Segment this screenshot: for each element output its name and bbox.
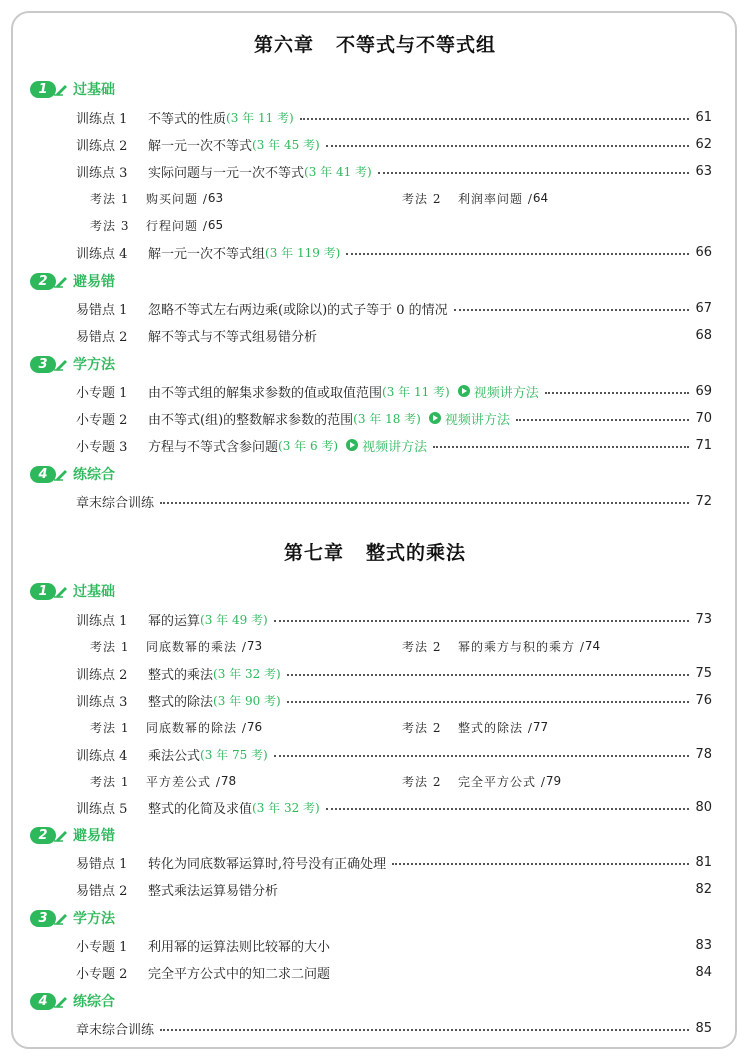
method-label: 考法 3 [90,218,130,233]
method-entry[interactable] [90,215,223,235]
method-label: 考法 1 [90,191,130,206]
entry-title: 整式的除法 [148,694,214,710]
toc-entry[interactable] [76,962,712,982]
section-header [30,907,115,929]
section-header [30,270,115,292]
entry-page: 75 [695,665,712,681]
entry-title: 解一元一次不等式组 [148,246,266,262]
method-label: 考法 1 [90,774,130,789]
video-link[interactable] [346,436,427,455]
toc-entry[interactable] [76,797,712,817]
leader-dots [346,253,689,255]
method-page: 76 [246,720,263,734]
entry-point: 小专题 1 [76,385,128,401]
section-badge: 4 [30,992,70,1010]
section-badge: 2 [30,826,70,844]
entry-title: 整式乘法运算易错分析 [148,883,279,899]
entry-title: 由不等式(组)的整数解求参数的范围 [148,412,354,428]
entry-page: 70 [695,410,712,426]
leader-dots [274,755,690,757]
section-header [30,990,115,1012]
section-label: 练综合 [73,994,115,1010]
entry-title: 章末综合训练 [76,495,155,511]
entry-point: 小专题 2 [76,966,128,982]
pencil-icon [54,911,69,925]
toc-entry[interactable] [76,1018,712,1038]
method-entry[interactable] [90,771,236,791]
method-title: 行程问题 / [146,218,208,233]
entry-page: 80 [695,799,712,815]
entry-title: 整式的化简及求值 [148,801,253,817]
entry-title: 忽略不等式左右两边乘(或除以)的式子等于 0 的情况 [148,302,448,318]
play-circle-icon [458,385,470,397]
method-title: 整式的除法 / [458,720,533,735]
play-circle-icon [346,439,358,451]
leader-dots [516,419,690,421]
method-entry[interactable] [90,717,262,737]
method-title: 利润率问题 / [458,191,533,206]
entry-point: 小专题 1 [76,939,128,955]
pencil-icon [54,467,69,481]
entry-stat: (3 年 11 考) [226,110,294,125]
entry-title: 章末综合训练 [76,1022,155,1038]
chapter-number: 第六章 [253,34,314,56]
entry-stat: (3 年 119 考) [265,245,341,260]
entry-page: 78 [695,746,712,762]
video-link[interactable] [429,409,510,428]
entry-page: 82 [695,881,712,897]
entry-title: 解不等式与不等式组易错分析 [148,329,318,345]
leader-dots [326,808,690,810]
chapter-title [0,538,750,565]
entry-page: 85 [695,1020,712,1036]
toc-entry[interactable] [76,298,712,318]
method-page: 63 [207,191,224,205]
section-badge: 2 [30,272,70,290]
entry-title: 幂的运算 [148,613,201,629]
toc-entry[interactable] [76,744,712,764]
entry-point: 训练点 4 [76,246,128,262]
method-title: 购买问题 / [146,191,208,206]
entry-page: 66 [695,244,712,260]
entry-title: 解一元一次不等式 [148,138,253,154]
entry-page: 71 [695,437,712,453]
entry-page: 83 [695,937,712,953]
toc-entry[interactable] [76,879,712,899]
toc-entry[interactable] [76,242,712,262]
method-page: 74 [584,639,601,653]
section-badge: 3 [30,909,70,927]
method-entry[interactable] [90,188,223,208]
method-title: 同底数幂的乘法 / [146,639,247,654]
entry-stat: (3 年 6 考) [278,438,339,453]
entry-stat: (3 年 32 考) [213,666,281,681]
method-page: 73 [246,639,263,653]
method-page: 79 [545,774,562,788]
leader-dots [287,674,690,676]
section-label: 过基础 [73,82,115,98]
pencil-icon [54,357,69,371]
entry-point: 小专题 2 [76,412,128,428]
entry-title: 不等式的性质 [148,111,227,127]
section-label: 避易错 [73,828,115,844]
entry-point: 易错点 2 [76,329,128,345]
section-label: 过基础 [73,584,115,600]
entry-point: 训练点 3 [76,694,128,710]
entry-point: 训练点 3 [76,165,128,181]
entry-point: 易错点 1 [76,302,128,318]
method-label: 考法 2 [402,191,442,206]
method-entry[interactable] [402,717,548,737]
section-header [30,824,115,846]
entry-stat: (3 年 41 考) [304,164,372,179]
section-badge: 1 [30,582,70,600]
pencil-icon [54,994,69,1008]
entry-point: 易错点 1 [76,856,128,872]
leader-dots [300,118,690,120]
entry-title: 完全平方公式中的知二求二问题 [148,966,331,982]
section-header [30,78,115,100]
method-label: 考法 1 [90,639,130,654]
video-label: 视频讲方法 [362,439,428,455]
entry-page: 67 [695,300,712,316]
entry-title: 乘法公式 [148,748,201,764]
video-label: 视频讲方法 [473,385,539,401]
toc-entry[interactable] [76,325,712,345]
toc-entry[interactable] [76,491,712,511]
section-header [30,463,115,485]
leader-dots [160,502,689,504]
toc-entry[interactable] [76,663,712,683]
section-label: 避易错 [73,274,115,290]
entry-point: 训练点 1 [76,111,128,127]
video-link[interactable] [458,382,539,401]
entry-page: 84 [695,964,712,980]
section-label: 学方法 [73,911,115,927]
entry-stat: (3 年 75 考) [200,747,268,762]
entry-page: 69 [695,383,712,399]
toc-entry[interactable] [76,435,712,455]
entry-page: 63 [695,163,712,179]
method-page: 78 [220,774,237,788]
entry-point: 训练点 2 [76,138,128,154]
entry-title: 实际问题与一元一次不等式 [148,165,305,181]
toc-entry[interactable] [76,609,712,629]
entry-stat: (3 年 32 考) [252,800,320,815]
entry-point: 训练点 4 [76,748,128,764]
pencil-icon [54,82,69,96]
method-title: 幂的乘方与积的乘方 / [458,639,585,654]
section-badge: 1 [30,80,70,98]
entry-point: 易错点 2 [76,883,128,899]
method-title: 同底数幂的除法 / [146,720,247,735]
pencil-icon [54,584,69,598]
entry-point: 小专题 3 [76,439,128,455]
entry-page: 76 [695,692,712,708]
section-header [30,580,115,602]
method-label: 考法 2 [402,774,442,789]
method-title: 完全平方公式 / [458,774,546,789]
section-header [30,353,115,375]
entry-point: 训练点 1 [76,613,128,629]
method-entry[interactable] [402,188,548,208]
section-badge: 3 [30,355,70,373]
leader-dots [287,701,690,703]
entry-title: 整式的乘法 [148,667,214,683]
method-label: 考法 2 [402,720,442,735]
entry-point: 训练点 5 [76,801,128,817]
pencil-icon [54,274,69,288]
entry-page: 81 [695,854,712,870]
toc-entry[interactable] [76,381,712,401]
video-label: 视频讲方法 [444,412,510,428]
toc-entry[interactable] [76,935,712,955]
section-label: 练综合 [73,467,115,483]
entry-title: 方程与不等式含参问题 [148,439,279,455]
method-page: 77 [532,720,549,734]
method-label: 考法 2 [402,639,442,654]
entry-stat: (3 年 49 考) [200,612,268,627]
section-badge: 4 [30,465,70,483]
method-entry[interactable] [90,636,262,656]
toc-entry[interactable] [76,852,712,872]
method-label: 考法 1 [90,720,130,735]
method-entry[interactable] [402,636,600,656]
chapter-number: 第七章 [283,542,344,564]
entry-page: 72 [695,493,712,509]
leader-dots [326,145,690,147]
entry-page: 73 [695,611,712,627]
chapter-name: 整式的乘法 [366,542,467,564]
entry-page: 61 [695,109,712,125]
entry-title: 由不等式组的解集求参数的值或取值范围 [148,385,383,401]
pencil-icon [54,828,69,842]
method-title: 平方差公式 / [146,774,221,789]
section-label: 学方法 [73,357,115,373]
toc-entry[interactable] [76,408,712,428]
method-page: 64 [532,191,549,205]
leader-dots [160,1029,689,1031]
leader-dots [545,392,690,394]
toc-entry[interactable] [76,690,712,710]
entry-stat: (3 年 45 考) [252,137,320,152]
entry-title: 利用幂的运算法则比较幂的大小 [148,939,331,955]
entry-page: 68 [695,327,712,343]
toc-entry[interactable] [76,107,712,127]
method-entry[interactable] [402,771,561,791]
leader-dots [274,620,690,622]
chapter-name: 不等式与不等式组 [336,34,497,56]
toc-entry[interactable] [76,134,712,154]
leader-dots [454,309,690,311]
chapter-title [0,30,750,57]
leader-dots [433,446,689,448]
method-page: 65 [207,218,224,232]
play-circle-icon [429,412,441,424]
entry-point: 训练点 2 [76,667,128,683]
entry-page: 62 [695,136,712,152]
leader-dots [392,863,689,865]
toc-entry[interactable] [76,161,712,181]
entry-stat: (3 年 11 考) [382,384,450,399]
entry-stat: (3 年 18 考) [353,411,421,426]
entry-stat: (3 年 90 考) [213,693,281,708]
entry-title: 转化为同底数幂运算时,符号没有正确处理 [148,856,387,872]
leader-dots [378,172,690,174]
